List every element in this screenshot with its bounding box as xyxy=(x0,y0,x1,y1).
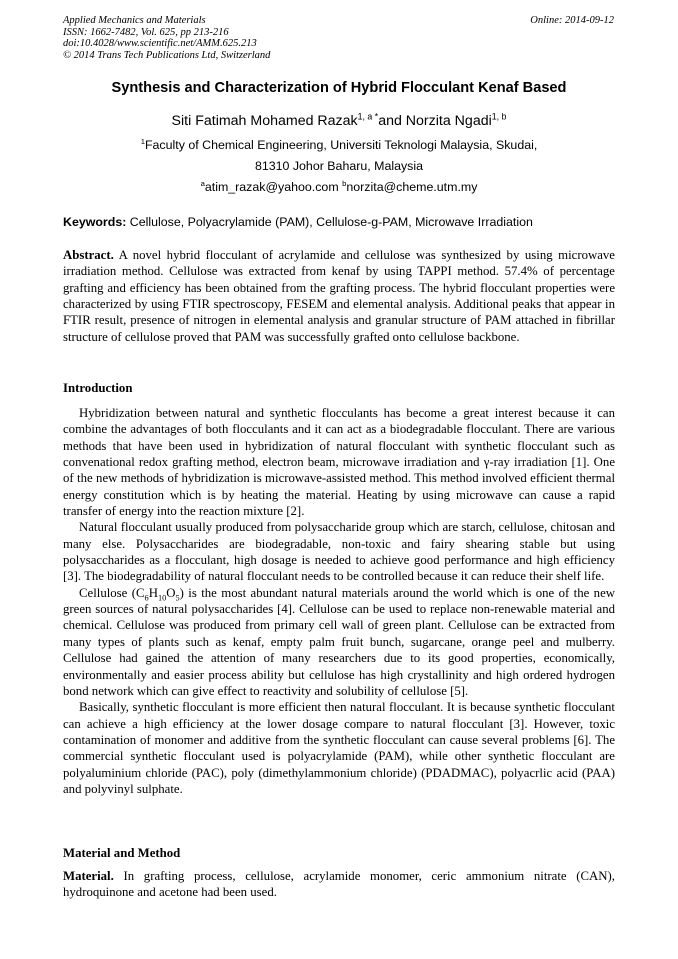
intro-paragraph-2: Natural flocculant usually produced from polysaccharide group which are starch, cellulose, chitosan and many else. Polysaccharides are biodegradable, non-toxic and fairy shearing stable but using polysaccharides as a flocculant, high dosage is needed to achieve good performance and high efficiency [3]. The biodegradability of natural flocculant needs to be controlled because it can reduce their shelf life. xyxy=(63,520,615,584)
author-line xyxy=(0,113,678,129)
keywords xyxy=(63,215,615,229)
journal-issn: ISSN: 1662-7482, Vol. 625, pp 213-216 xyxy=(63,26,229,38)
material-label: Material. xyxy=(63,869,114,883)
email-a-marker: a xyxy=(200,178,205,188)
journal-name: Applied Mechanics and Materials xyxy=(63,15,206,26)
affiliation-marker: 1 xyxy=(140,136,145,146)
material-text: In grafting process, cellulose, acrylamide monomer, ceric ammonium nitrate (CAN), hydroquinone and acetone had been used. xyxy=(63,869,615,900)
journal-header xyxy=(63,15,270,61)
affiliation-text-1: Faculty of Chemical Engineering, Universiti Teknologi Malaysia, Skudai, xyxy=(144,138,538,152)
author-1-affil: 1, a * xyxy=(357,111,379,122)
author-2-affil: 1, b xyxy=(491,111,507,122)
email-a[interactable]: atim_razak@yahoo.com xyxy=(204,180,339,194)
keywords-label: Keywords: xyxy=(63,215,127,229)
paper-title: Synthesis and Characterization of Hybrid Flocculant Kenaf Based xyxy=(111,80,567,96)
abstract-label: Abstract. xyxy=(63,248,114,262)
intro-paragraph-3: Cellulose $(C_6H_{10}O_5)$ is the most abundant natural materials around the world which is one of the new green sources of natural polysaccharides [4]. Cellulose can be used to replace non-renewable material and chemical. Cellulose was produced from primary cell wall of green plant. Cellulose can be extracted from many types of plants such as kenaf, empty palm fruit bunch, sugarcane, orange peel and mulberry. Cellulose had gained the attention of many researchers due to its good properties, economically, environmentally and easier process ability but cellulose has high crystallinity and high ordered hydrogen bond network which can give effect to reactivity and solubility of cellulose [5]. xyxy=(63,585,615,698)
journal-doi[interactable]: doi:10.4028/www.scientific.net/AMM.625.213 xyxy=(63,38,257,49)
email-line xyxy=(0,180,678,194)
methods-heading: Material and Method xyxy=(63,846,181,860)
author-2: and Norzita Ngadi xyxy=(378,113,492,129)
affiliation-line-1 xyxy=(0,138,678,152)
journal-copyright: © 2014 Trans Tech Publications Ltd, Switzerland xyxy=(63,49,271,61)
introduction-heading: Introduction xyxy=(63,381,133,395)
online-date: Online: 2014-09-12 xyxy=(530,15,614,26)
intro-paragraph-4: Basically, synthetic flocculant is more efficient then natural flocculant. It is because synthetic flocculant can achieve a high efficiency at the lower dosage compare to natural flocculant [3]. However, toxic contamination of monomer and additive from the synthetic flocculant can cause several problems [6]. The commercial synthetic flocculant used is polyacrylamide (PAM), while other synthetic flocculant are polyaluminium chloride (PAC), poly (dimethylammonium chloride) (PDADMAC), polyacrlic acid (PAA) and polyvinyl sulphate. xyxy=(63,700,615,796)
email-b[interactable]: norzita@cheme.utm.my xyxy=(346,180,478,194)
introduction-body xyxy=(63,405,615,797)
keywords-text: Cellulose, Polyacrylamide (PAM), Cellulose-g-PAM, Microwave Irradiation xyxy=(126,215,533,229)
abstract xyxy=(63,247,615,345)
author-1: Siti Fatimah Mohamed Razak xyxy=(171,113,358,129)
methods-body xyxy=(63,868,615,901)
abstract-text: A novel hybrid flocculant of acrylamide and cellulose was synthesized by using microwave irradiation method. Cellulose was extracted from kenaf by using TAPPI method. 57.4% of percentage grafting and efficiency has been obtained from the grafting process. The hybrid flocculant properties were characterized by using FTIR spectroscopy, FESEM and elemental analysis. Additional peaks that appear in FTIR result, presence of nitrogen in elemental analysis and granular structure of PAM attached in fibrillar structure of cellulose proved that PAM was successfully grafted onto cellulose backbone. xyxy=(63,248,615,344)
email-b-marker: b xyxy=(342,178,347,188)
intro-paragraph-1: Hybridization between natural and synthetic flocculants has become a great interest because it can combine the advantages of both flocculants and it can act as a biodegradable flocculant. There are various methods that have been used in hybridization of natural flocculant with synthetic flocculant such as convenational redox grafting method, electron beam, microwave irradiation and γ-ray irradiation [1]. One of the new methods of hybridization is microwave-assisted method. This method involved efficient thermal energy constitution which is by heating the material. Heating by using microwave can cause a rapid transfer of energy into the reaction mixture [2]. xyxy=(63,406,615,519)
affiliation-line-2: 81310 Johor Baharu, Malaysia xyxy=(254,159,424,173)
